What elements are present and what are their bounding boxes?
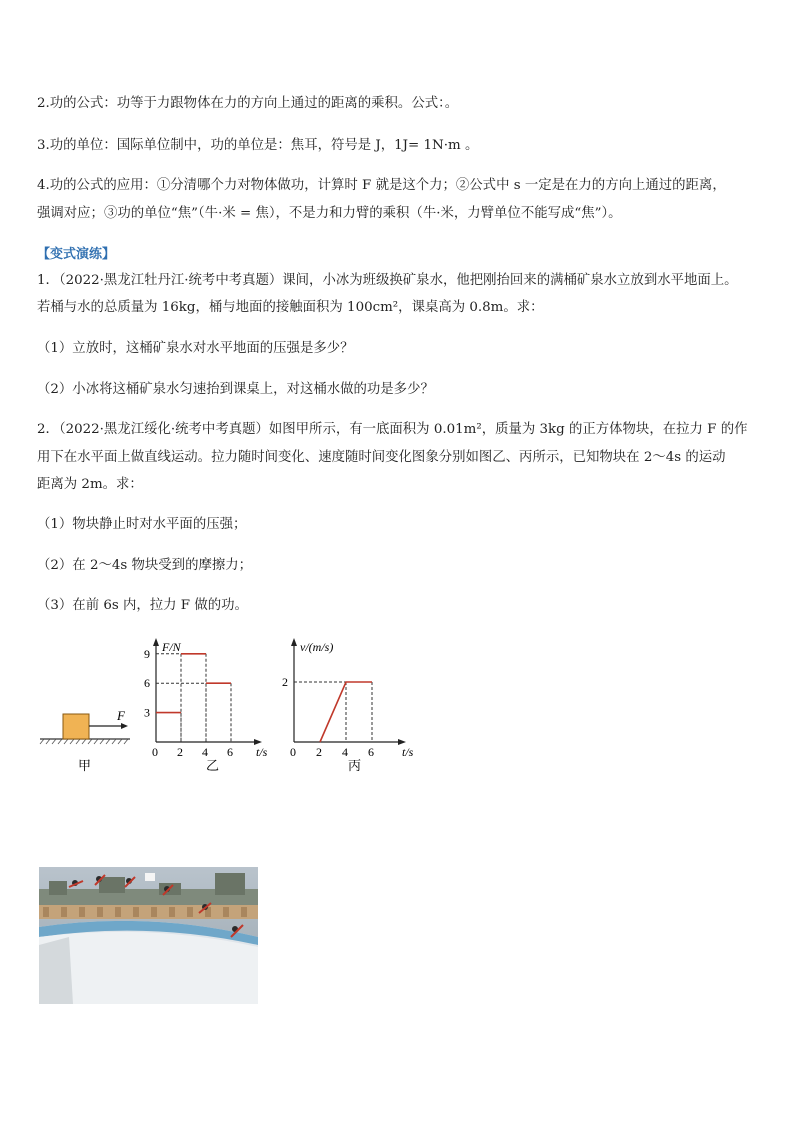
- q1-line-b: 若桶与水的总质量为 16kg，桶与地面的接触面积为 100cm²，课桌高为 0.8m。求：: [37, 300, 544, 315]
- yi-ytick: 6: [144, 676, 150, 691]
- q2-line-a: 2．（2022·黑龙江绥化·统考中考真题）如图甲所示，有一底面积为 0.01m²，质量为 3kg 的正方体物块，在拉力 F 的作: [37, 422, 748, 437]
- q1-line-c: （1）立放时，这桶矿泉水对水平地面的压强是多少？: [37, 341, 354, 356]
- caption-yi: 乙: [206, 758, 220, 773]
- bing-xtick: 0: [290, 745, 296, 759]
- bing-xtick: 2: [316, 745, 322, 759]
- yi-xtick: 6: [227, 745, 233, 759]
- graph-bing: [282, 638, 414, 773]
- bing-ylabel: v/(m/s): [300, 640, 334, 654]
- bing-xtick: 6: [368, 745, 374, 759]
- q1-line-a: 1．（2022·黑龙江牡丹江·统考中考真题）课间，小冰为班级换矿泉水，他把刚抬回来的满桶矿泉水立放到水平地面上。: [37, 273, 738, 288]
- bing-xtick: 4: [342, 745, 348, 759]
- yi-xtick: 4: [202, 745, 208, 759]
- q2-line-c: 距离为 2m。求：: [37, 477, 143, 492]
- q2-line-e: （2）在 2～4s 物块受到的摩擦力；: [37, 558, 253, 573]
- yi-ytick: 9: [144, 646, 150, 661]
- line-3: 4.功的公式的应用：①分清哪个力对物体做功，计算时 F 就是这个力；②公式中 s 一定是在力的方向上通过的距离，: [37, 178, 726, 193]
- yi-xlabel: t/s: [256, 745, 268, 759]
- yi-xtick: 2: [177, 745, 183, 759]
- yi-ylabel: F/N: [162, 640, 181, 654]
- caption-jia: 甲: [78, 758, 92, 773]
- ski-jump-photo: [39, 867, 258, 1004]
- q1-line-d: （2）小冰将这桶矿泉水匀速抬到课桌上，对这桶水做的功是多少？: [37, 382, 434, 397]
- bing-xlabel: t/s: [402, 745, 414, 759]
- figure-jia: [40, 708, 130, 773]
- section-heading: 【变式演练】: [37, 247, 116, 262]
- line-2: 3.功的单位：国际单位制中，功的单位是：焦耳，符号是 J，1J= 1N·m 。: [37, 138, 479, 153]
- q2-line-f: （3）在前 6s 内，拉力 F 做的功。: [37, 598, 248, 613]
- physics-figure: [38, 636, 428, 776]
- q2-line-d: （1）物块静止时对水平面的压强；: [37, 517, 247, 532]
- graph-yi: [144, 638, 268, 773]
- bing-ytick: 2: [282, 675, 288, 689]
- yi-xtick: 0: [152, 745, 158, 759]
- q2-line-b: 用下在水平面上做直线运动。拉力随时间变化、速度随时间变化图象分别如图乙、丙所示，已知物块在 2～4s 的运动: [37, 450, 726, 465]
- line-4: 强调对应；③功的单位“焦”（牛·米 = 焦），不是力和力臂的乘积（牛·米，力臂单位不能写成“焦”）。: [37, 206, 622, 221]
- force-label: F: [117, 708, 125, 723]
- block: [63, 714, 89, 739]
- yi-ytick: 3: [144, 705, 150, 720]
- line-1: 2.功的公式：功等于力跟物体在力的方向上通过的距离的乘积。公式：。: [37, 96, 459, 111]
- caption-bing: 丙: [348, 758, 362, 773]
